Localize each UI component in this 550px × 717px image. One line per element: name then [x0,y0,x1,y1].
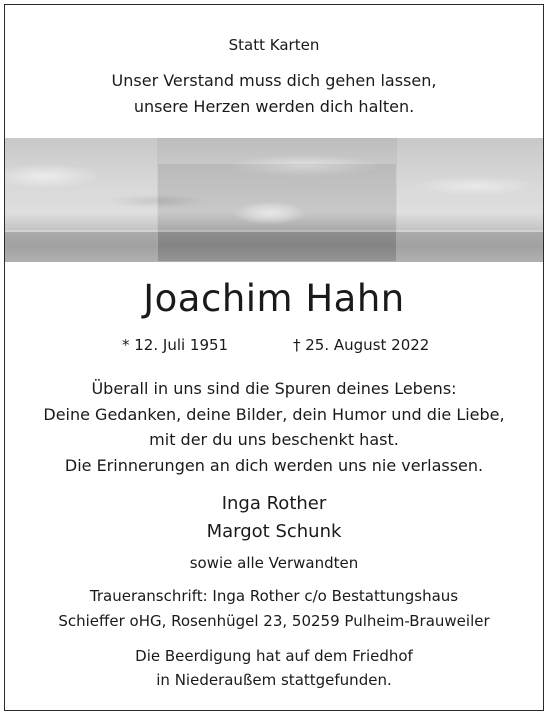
poem-line-1: Überall in uns sind die Spuren deines Lebens: [91,379,457,398]
funeral-line-2: in Niederaußem stattgefunden. [156,671,392,689]
address-line-1: Traueranschrift: Inga Rother c/o Bestattungshaus [89,587,459,605]
intro-text: Statt Karten [228,36,320,54]
address-line-2: Schieffer oHG, Rosenhügel 23, 50259 Pulheim-Brauweiler [58,612,490,630]
birth-date: * 12. Juli 1951 [122,336,229,354]
photo-panel-right [397,138,543,262]
mourner-name-1: Inga Rother [221,493,327,514]
verse-line-1: Unser Verstand muss dich gehen lassen, [111,71,437,90]
photo-panel-left [5,138,157,262]
funeral-line-1: Die Beerdigung hat auf dem Friedhof [135,647,413,665]
death-date: † 25. August 2022 [293,336,430,354]
poem-line-2: Deine Gedanken, deine Bilder, dein Humor und die Liebe, [43,405,505,424]
poem-line-4: Die Erinnerungen an dich werden uns nie verlassen. [64,456,484,475]
mourner-name-2: Margot Schunk [206,521,342,542]
photo-panel-center [157,163,397,262]
obituary-notice [4,4,544,711]
poem-line-3: mit der du uns beschenkt hast. [149,430,399,449]
sunset-sea-photo [5,138,543,262]
verse-line-2: unsere Herzen werden dich halten. [133,97,415,116]
life-dates [5,336,543,358]
relatives-text: sowie alle Verwandten [189,554,359,572]
deceased-name: Joachim Hahn [143,277,405,320]
